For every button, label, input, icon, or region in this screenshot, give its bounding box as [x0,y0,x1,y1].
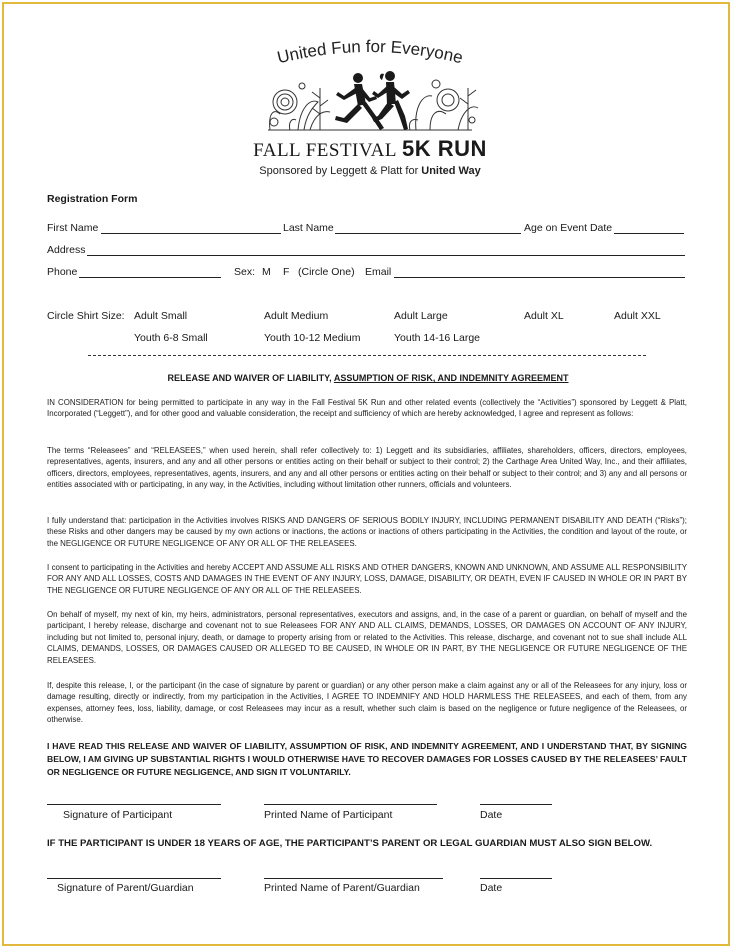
email-field[interactable] [394,266,685,278]
cut-line-divider [88,355,646,356]
release-heading: RELEASE AND WAIVER OF LIABILITY, ASSUMPTION OF RISK, AND INDEMNITY AGREEMENT [167,373,569,383]
acknowledgement-statement: I HAVE READ THIS RELEASE AND WAIVER OF LIABILITY, ASSUMPTION OF RISK, AND INDEMNITY AGREEMENT, AND I UNDERSTAND THAT, BY SIGNING BELOW, I AM GIVING UP SUBSTANTIAL RIGHTS I WOULD OTHERWISE HAVE TO RECOVER DAMAGES FOR LOSSES CAUSED BY THE RELEASEES’ FAULT OR NEGLIGENCE OR FUTURE NEGLIGENCE, AND SIGN IT VOLUNTARILY. [47,741,687,777]
sex-label: Sex: [234,266,256,278]
last-name-label: Last Name [283,222,334,234]
event-logo [240,38,500,180]
age-field[interactable] [614,222,684,234]
logo-sponsor: Sponsored by Leggett & Platt for United Way [259,165,481,177]
sex-note: (Circle One) [298,266,355,278]
shirt-size-label: Circle Shirt Size: [47,310,125,322]
address-field[interactable] [87,244,685,256]
shirt-option[interactable]: Youth 10-12 Medium [264,332,361,344]
participant-printed-name-line[interactable] [264,804,437,805]
release-paragraph: I consent to participating in the Activities and hereby ACCEPT AND ASSUME ALL RISKS AND OTHER DANGERS, KNOWN AND UNKNOWN, AND ASSUME ALL RESPONSIBILITY FOR ANY AND ALL LOSSES, COSTS AND DAMAGES IN THE EVENT OF ANY INJURY, LOSS, DAMAGE, DISABILITY, OR DEATH, EVEN IF CAUSED IN WHOLE OR IN PART BY THE NEGLIGENCE OR FUTURE NEGLIGENCE OF ANY OR ALL OF THE RELEASEES. [47,563,687,595]
phone-label: Phone [47,266,78,278]
participant-signature-line[interactable] [47,804,221,805]
shirt-option[interactable]: Adult Large [394,310,448,322]
participant-printed-name-label: Printed Name of Participant [264,809,393,821]
first-name-field[interactable] [101,222,281,234]
age-label: Age on Event Date [524,222,613,234]
release-paragraph: The terms “Releasees” and “RELEASEES,” when used herein, shall refer collectively to: 1) Leggett and its subsidiaries, affiliates, shareholders, officers, directors, employees, representatives, agents, insurers, and any and all other persons or entities acting on their behalf or subject to their control; 2) the Carthage Area United Way, Inc., and their affiliates, officers, directors, employees, representatives, agents, insurers, and any and all other persons or entities acting on their behalf or subject to their control; and 3) any and all persons or entities associated with or participating, in any way, in the Activities, including without limitation other runners, officials and volunteers. [47,446,687,490]
guardian-printed-name-label: Printed Name of Parent/Guardian [264,882,420,894]
shirt-option[interactable]: Adult XXL [614,310,661,322]
participant-signature-label: Signature of Participant [63,809,173,821]
release-paragraph: IN CONSIDERATION for being permitted to participate in any way in the Fall Festival 5K Run and other related events (collectively the “Activities”) sponsored by Leggett & Platt, Incorporated (“Leggett”), and for other good and valuable consideration, the receipt and sufficiency of which are hereby acknowledged, I agree and represent as follows: [47,398,687,419]
participant-date-line[interactable] [480,804,552,805]
first-name-label: First Name [47,222,99,234]
logo-title: FALL FESTIVAL 5K RUN [253,136,487,161]
shirt-option[interactable]: Youth 14-16 Large [394,332,481,344]
sex-option-m[interactable]: M [262,266,271,278]
form-title: Registration Form [47,193,138,205]
guardian-signature-label: Signature of Parent/Guardian [57,882,194,894]
guardian-date-line[interactable] [480,878,552,879]
address-label: Address [47,244,86,256]
participant-date-label: Date [480,809,503,821]
guardian-signature-line[interactable] [47,878,221,879]
shirt-option[interactable]: Adult Small [134,310,188,322]
release-paragraph: On behalf of myself, my next of kin, my heirs, administrators, personal representatives, executors and assigns, and, in the case of a parent or guardian, on behalf of myself and the participant, I hereby release, discharge and covenant not to sue Releasees FOR ANY AND ALL CLAIMS, DEMANDS, LOSSES, OR DAMAGES ON ACCOUNT OF ANY INJURY, including but not limited to, personal injury, death, or damage to property arising from or related to the Activities. This release, discharge, and covenant not to sue shall include ALL CLAIMS, DEMANDS, LOSSES, OR DAMAGES CAUSED OR ALLEGED TO BE CAUSED, IN WHOLE OR IN PART, BY THE NEGLIGENCE OR FUTURE NEGLIGENCE OF THE RELEASEES. [47,610,687,665]
shirt-option[interactable]: Youth 6-8 Small [134,332,208,344]
shirt-option[interactable]: Adult XL [524,310,564,322]
shirt-option[interactable]: Adult Medium [264,310,329,322]
release-paragraph: I fully understand that: participation in the Activities involves RISKS AND DANGERS OF SERIOUS BODILY INJURY, INCLUDING PERMANENT DISABILITY AND DEATH (“Risks”); these Risks and other dangers may be caused by my own actions or inactions, the actions or inactions of others participating in the Activities, the condition and layout of the route, or the NEGLIGENCE OR FUTURE NEGLIGENCE OF ANY OR ALL OF THE RELEASEES. [47,516,687,548]
email-label: Email [365,266,392,278]
last-name-field[interactable] [335,222,521,234]
guardian-date-label: Date [480,882,503,894]
phone-field[interactable] [79,266,221,278]
guardian-printed-name-line[interactable] [264,878,443,879]
sex-option-f[interactable]: F [283,266,290,278]
minor-notice: IF THE PARTICIPANT IS UNDER 18 YEARS OF AGE, THE PARTICIPANT’S PARENT OR LEGAL GUARDIAN MUST ALSO SIGN BELOW. [47,838,653,849]
release-paragraph: If, despite this release, I, or the participant (in the case of signature by parent or guardian) or any other person make a claim against any or all of the Releasees for any injury, loss or damage resulting, directly or indirectly, from my participation in the Activities, I AGREE TO INDEMNIFY AND HOLD HARMLESS THE RELEASEES, and each of them, from any expenses, attorney fees, loss, liability, damage, or cost Releasees may incur as a result, whether such claim is based on the negligence or future negligence of the Releasees, or otherwise. [47,681,687,725]
logo-tagline: United Fun for Everyone [275,38,465,68]
runners-illustration [240,38,500,180]
